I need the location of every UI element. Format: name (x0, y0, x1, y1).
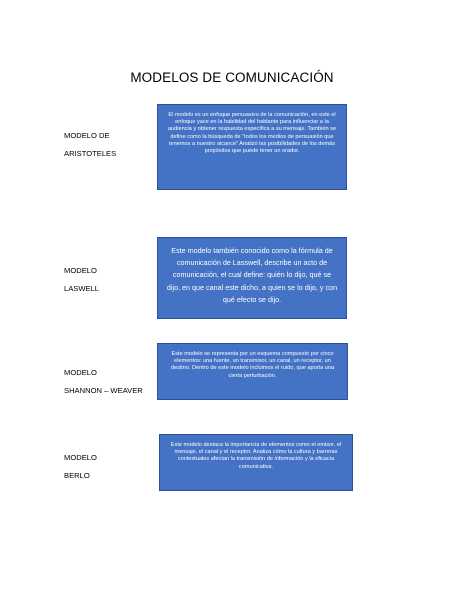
model-label-line1: MODELO (64, 368, 97, 377)
model-label-berlo (64, 449, 97, 485)
model-description-box-aristoteles (157, 104, 347, 190)
model-description-box-laswell (157, 237, 347, 319)
model-label-line1: MODELO DE (64, 131, 110, 140)
model-label-line1: MODELO (64, 453, 97, 462)
model-description-text: El modelo es un enfoque persuasivo de la comunicación, en este el enfoque yace en la habilidad del hablante para influenciar a la audiencia y obtener respuesta específica a su mensaje. También se define como la búsqueda de “todos los medios de persuasión que tenemos a nuestro alcance” Analizó las posibilidades de los demás propósitos que puede tener un orador. (167, 112, 337, 155)
model-label-line2: LASWELL (64, 284, 100, 293)
model-label-laswell (64, 262, 99, 298)
page-title: MODELOS DE COMUNICACIÓN (130, 70, 334, 85)
model-label-shannon-weaver (64, 364, 143, 400)
model-description-text: Este modelo se representa por un esquema compuesto por cinco elementos: una fuente, un transmisor, un canal, un receptor, un destino. Dentro de este modelo incluimos el ruido, que aporta una cierta perturbación. (170, 351, 335, 379)
model-description-box-shannon-weaver (157, 343, 348, 400)
model-description-text: Este modelo destaca la importancia de elementos como el emisor, el mensaje, el canal y el receptor. Analiza cómo la cultura y barreras contextuales afectan la transmisión de información y la eficacia comunicativa. (170, 442, 342, 470)
model-label-line2: SHANNON – WEAVER (64, 386, 143, 395)
model-label-line2: BERLO (64, 471, 90, 480)
model-description-text: Este modelo también conocido como la fórmula de comunicación de Lasswell, describe un acto de comunicación, el cual define: quién lo dijo, qué se dijo, en que canal este dicho, a quien se lo dijo, y con qué efecto se dijo. (166, 246, 338, 304)
model-label-line2: ARISTOTELES (64, 149, 117, 158)
model-description-box-berlo (159, 434, 353, 491)
model-label-aristoteles (64, 127, 116, 163)
model-label-line1: MODELO (64, 266, 97, 275)
